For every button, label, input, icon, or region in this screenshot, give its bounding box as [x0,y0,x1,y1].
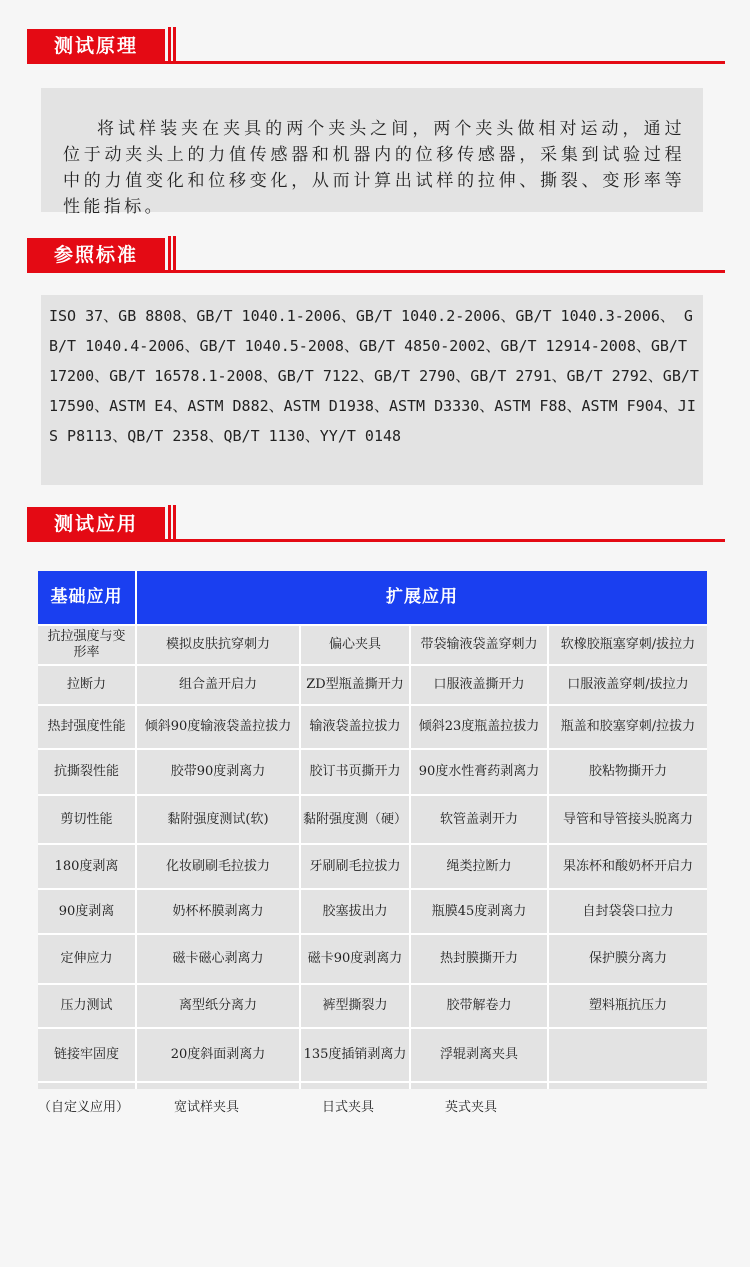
extended-application-cell: 口服液盖穿刺/拔拉力 [549,666,707,704]
basic-application-cell: 压力测试 [38,985,135,1027]
extended-application-cell: 裤型撕裂力 [301,985,409,1027]
extended-application-cell [549,1029,707,1081]
basic-application-cell: 抗撕裂性能 [38,750,135,794]
extended-application-cell: 瓶盖和胶塞穿刺/拉拔力 [549,706,707,748]
extended-application-cell: 自封袋袋口拉力 [549,890,707,933]
extended-application-cell: 135度插销剥离力 [301,1029,409,1081]
header-stripe [173,505,176,541]
extended-application-cell: 磁卡磁心剥离力 [137,935,299,983]
extended-application-cell: 塑料瓶抗压力 [549,985,707,1027]
basic-application-cell: 链接牢固度 [38,1029,135,1081]
application-table [38,571,707,1089]
extended-application-cell: 胶塞拔出力 [301,890,409,933]
custom-ext-item: 宽试样夹具 [174,1100,240,1115]
extended-application-cell: 胶粘物撕开力 [549,750,707,794]
extended-application-cell: 绳类拉断力 [411,845,547,888]
basic-application-cell: 剪切性能 [38,796,135,843]
extended-application-cell: 胶带90度剥离力 [137,750,299,794]
header-basic-application: 基础应用 [38,571,135,624]
principle-text: 将试样装夹在夹具的两个夹头之间，两个夹头做相对运动，通过位于动夹头上的力值传感器和机器内的位移传感器，采集到试验过程中的力值变化和位移变化，从而计算出试样的拉伸、撕裂、变形率等性能指标。 [63,119,685,217]
extended-application-cell: 软橡胶瓶塞穿刺/拔拉力 [549,626,707,664]
standards-text: ISO 37、GB 8808、GB/T 1040.1-2006、GB/T 1040.2-2006、GB/T 1040.3-2006、 GB/T 1040.4-2006、GB/T 1040.5-2008、GB/T 4850-2002、GB/T 12914-2008、GB/T 17200、GB/T 16578.1-2008、GB/T 7122、GB/T 2790、GB/T 2791、GB/T 2792、GB/T 17590、ASTM E4、ASTM D882、ASTM D1938、ASTM D3330、ASTM F88、ASTM F904、JIS P8113、QB/T 2358、QB/T 1130、YY/T 0148 [49,307,699,445]
header-rule [27,270,725,273]
extended-application-cell: 离型纸分离力 [137,985,299,1027]
table-bottom-strip [137,1083,299,1089]
extended-application-cell: 磁卡90度剥离力 [301,935,409,983]
extended-application-cell: ZD型瓶盖撕开力 [301,666,409,704]
header-stripe [173,27,176,63]
extended-application-cell: 导管和导管接头脱离力 [549,796,707,843]
custom-application-label: （自定义应用） [38,1100,130,1115]
basic-application-cell: 抗拉强度与变形率 [38,626,135,664]
extended-application-cell: 胶订书页撕开力 [301,750,409,794]
extended-application-cell: 90度水性膏药剥离力 [411,750,547,794]
extended-application-cell: 口服液盖撕开力 [411,666,547,704]
extended-application-cell: 奶杯杯膜剥离力 [137,890,299,933]
extended-application-cell: 模拟皮肤抗穿刺力 [137,626,299,664]
header-stripe [168,236,171,272]
extended-application-cell: 黏附强度测试(软) [137,796,299,843]
header-stripe [173,236,176,272]
table-bottom-strip [301,1083,409,1089]
section-title-principle: 测试原理 [27,29,165,63]
principle-panel [41,88,703,217]
table-bottom-strip [549,1083,707,1089]
table-bottom-strip [38,1083,135,1089]
extended-application-cell: 倾斜23度瓶盖拉拔力 [411,706,547,748]
extended-application-cell: 果冻杯和酸奶杯开启力 [549,845,707,888]
section-header-standards [27,236,725,276]
extended-application-cell: 偏心夹具 [301,626,409,664]
custom-ext-item: 日式夹具 [322,1100,375,1115]
section-title-standards: 参照标准 [27,238,165,272]
extended-application-cell: 浮辊剥离夹具 [411,1029,547,1081]
extended-application-cell: 黏附强度测（硬） [301,796,409,843]
extended-application-cell: 牙刷刷毛拉拔力 [301,845,409,888]
extended-application-cell: 20度斜面剥离力 [137,1029,299,1081]
extended-application-cell: 带袋输液袋盖穿刺力 [411,626,547,664]
section-header-principle [27,27,725,67]
extended-application-cell: 软管盖剥开力 [411,796,547,843]
basic-application-cell: 90度剥离 [38,890,135,933]
section-header-application [27,505,725,545]
extended-application-cell: 瓶膜45度剥离力 [411,890,547,933]
header-stripe [168,27,171,63]
header-rule [27,539,725,542]
extended-application-cell: 化妆刷刷毛拉拔力 [137,845,299,888]
table-bottom-strip [411,1083,547,1089]
extended-application-cell: 输液袋盖拉拔力 [301,706,409,748]
extended-application-cell: 组合盖开启力 [137,666,299,704]
standards-panel [41,295,703,485]
header-rule [27,61,725,64]
custom-ext-item: 英式夹具 [445,1100,498,1115]
basic-application-cell: 拉断力 [38,666,135,704]
basic-application-cell: 定伸应力 [38,935,135,983]
header-extended-application: 扩展应用 [137,571,707,624]
basic-application-cell: 热封强度性能 [38,706,135,748]
extended-application-cell: 保护膜分离力 [549,935,707,983]
extended-application-cell: 胶带解卷力 [411,985,547,1027]
header-stripe [168,505,171,541]
extended-application-cell: 热封膜撕开力 [411,935,547,983]
section-title-application: 测试应用 [27,507,165,541]
extended-application-cell: 倾斜90度输液袋盖拉拔力 [137,706,299,748]
basic-application-cell: 180度剥离 [38,845,135,888]
